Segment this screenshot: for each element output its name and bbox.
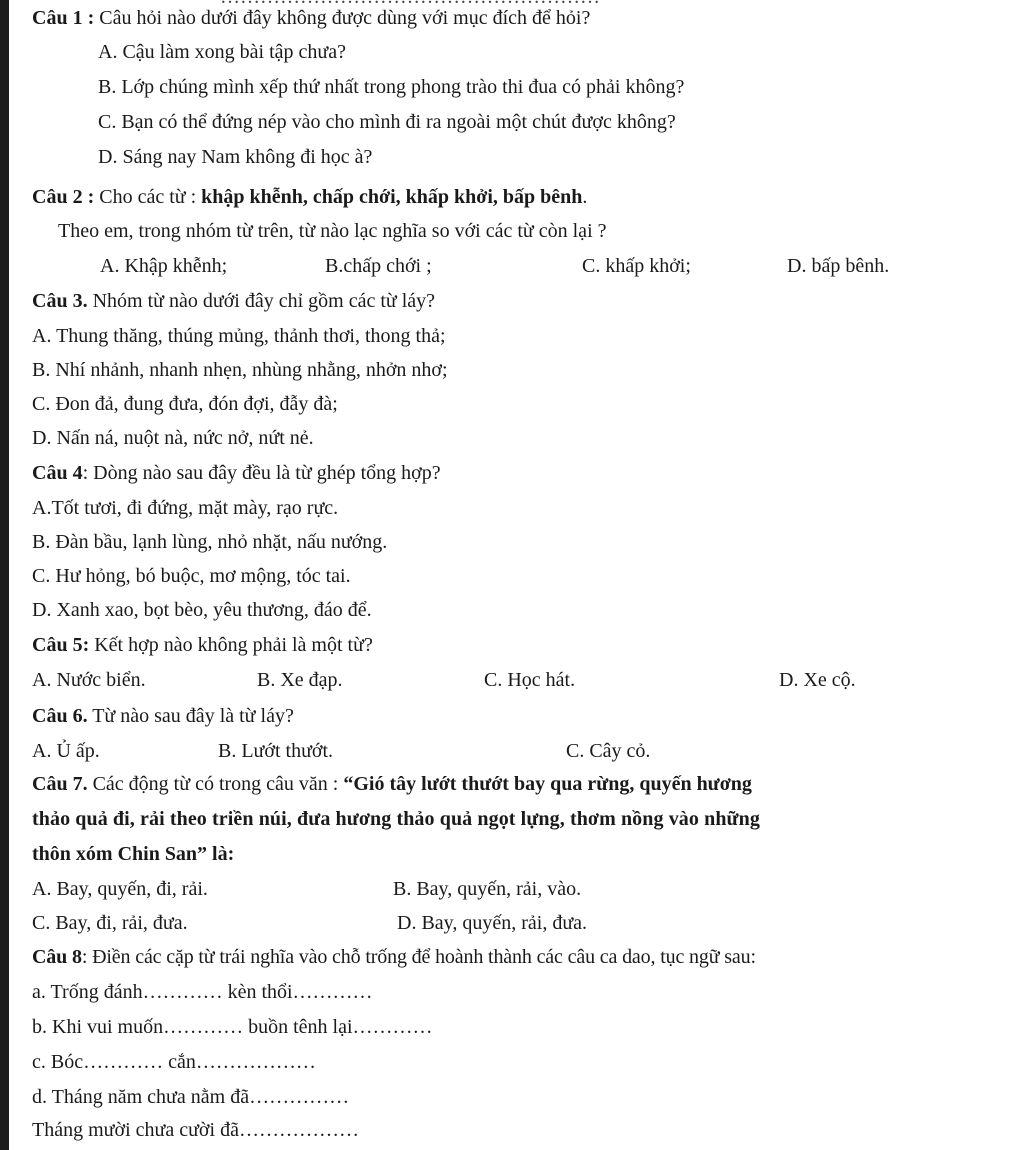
question-7-quote-line-2: thảo quả đi, rải theo triền núi, đưa hương thảo quả ngọt lựng, thơm nồng vào những <box>32 808 760 830</box>
question-3-option-b: B. Nhí nhảnh, nhanh nhẹn, nhùng nhằng, nhởn nhơ; <box>32 359 448 381</box>
question-1-option-c: C. Bạn có thể đứng nép vào cho mình đi ra ngoài một chút được không? <box>98 111 676 133</box>
question-4-option-c: C. Hư hỏng, bó buộc, mơ mộng, tóc tai. <box>32 565 351 587</box>
question-2-option-d: D. bấp bênh. <box>787 255 890 277</box>
question-2-bold-words: khập khễnh, chấp chới, khấp khởi, bấp bênh <box>201 186 583 208</box>
question-2-option-b: B.chấp chới ; <box>325 255 432 277</box>
question-1-option-a: A. Cậu làm xong bài tập chưa? <box>98 41 346 63</box>
question-1 <box>32 6 590 30</box>
question-1-label: Câu 1 : <box>32 7 95 29</box>
question-4-option-b: B. Đàn bầu, lạnh lùng, nhỏ nhặt, nấu nướng. <box>32 531 388 553</box>
question-6-option-c: C. Cây cỏ. <box>566 740 651 762</box>
question-3-text: Nhóm từ nào dưới đây chỉ gồm các từ láy? <box>87 290 436 312</box>
question-5-option-d: D. Xe cộ. <box>779 669 856 691</box>
question-8-label: Câu 8 <box>32 946 82 968</box>
question-1-text: Câu hỏi nào dưới đây không được dùng với mục đích để hỏi? <box>94 7 591 29</box>
question-2 <box>32 185 587 209</box>
question-8-item-a: a. Trống đánh………… kèn thổi………… <box>32 981 373 1003</box>
question-1-option-b: B. Lớp chúng mình xếp thứ nhất trong phong trào thi đua có phải không? <box>98 76 685 98</box>
question-5-label: Câu 5: <box>32 634 90 656</box>
question-6 <box>32 704 294 728</box>
question-2-text: Cho các từ : <box>94 186 202 208</box>
question-7 <box>32 772 752 796</box>
question-6-option-a: A. Ủ ấp. <box>32 740 100 762</box>
question-7-option-a: A. Bay, quyến, đi, rải. <box>32 878 208 900</box>
question-3-option-c: C. Đon đả, đung đưa, đón đợi, đẫy đà; <box>32 393 338 415</box>
question-8 <box>32 945 756 969</box>
question-6-option-b: B. Lướt thướt. <box>218 740 334 762</box>
question-4-option-a: A.Tốt tươi, đi đứng, mặt mày, rạo rực. <box>32 497 339 519</box>
question-2-subquestion: Theo em, trong nhóm từ trên, từ nào lạc nghĩa so với các từ còn lại ? <box>58 220 607 242</box>
question-6-label: Câu 6. <box>32 705 88 727</box>
question-4-label: Câu 4 <box>32 462 83 484</box>
question-7-option-c: C. Bay, đi, rải, đưa. <box>32 912 188 934</box>
question-3-option-a: A. Thung thăng, thúng mủng, thảnh thơi, thong thả; <box>32 325 446 347</box>
question-1-option-d: D. Sáng nay Nam không đi học à? <box>98 146 373 168</box>
question-5 <box>32 633 373 657</box>
question-3 <box>32 289 435 313</box>
question-6-text: Từ nào sau đây là từ láy? <box>87 705 294 727</box>
question-7-option-b: B. Bay, quyến, rải, vào. <box>393 878 582 900</box>
question-3-label: Câu 3. <box>32 290 88 312</box>
question-5-text: Kết hợp nào không phải là một từ? <box>89 634 373 656</box>
question-8-text: : Điền các cặp từ trái nghĩa vào chỗ trống để hoành thành các câu ca dao, tục ngữ sau: <box>81 946 756 968</box>
question-2-label: Câu 2 : <box>32 186 95 208</box>
page-left-border <box>0 0 9 1150</box>
question-7-quote-line-3: thôn xóm Chin San” là: <box>32 843 235 865</box>
question-5-option-b: B. Xe đạp. <box>257 669 343 691</box>
question-4-option-d: D. Xanh xao, bọt bèo, yêu thương, đáo để. <box>32 599 372 621</box>
question-4-text: : Dòng nào sau đây đều là từ ghép tổng hợp? <box>82 462 441 484</box>
question-8-item-b: b. Khi vui muốn………… buồn tênh lại………… <box>32 1016 433 1038</box>
question-7-option-d: D. Bay, quyến, rải, đưa. <box>397 912 588 934</box>
question-2-end: . <box>582 186 588 208</box>
question-8-item-d-line-2: Tháng mười chưa cười đã……………… <box>32 1119 359 1141</box>
question-5-option-a: A. Nước biển. <box>32 669 146 691</box>
question-4 <box>32 461 441 485</box>
question-7-quote-line-1: “Gió tây lướt thướt bay qua rừng, quyến hương <box>343 773 752 795</box>
question-7-text: Các động từ có trong câu văn : <box>87 773 344 795</box>
question-8-item-c: c. Bóc………… cắn……………… <box>32 1051 316 1073</box>
question-8-item-d: d. Tháng năm chưa nằm đã…………… <box>32 1086 350 1108</box>
question-2-option-a: A. Khập khễnh; <box>100 255 228 277</box>
question-2-option-c: C. khấp khởi; <box>582 255 691 277</box>
question-7-label: Câu 7. <box>32 773 88 795</box>
question-3-option-d: D. Nấn ná, nuột nà, nức nở, nứt nẻ. <box>32 427 314 449</box>
question-5-option-c: C. Học hát. <box>484 669 576 691</box>
